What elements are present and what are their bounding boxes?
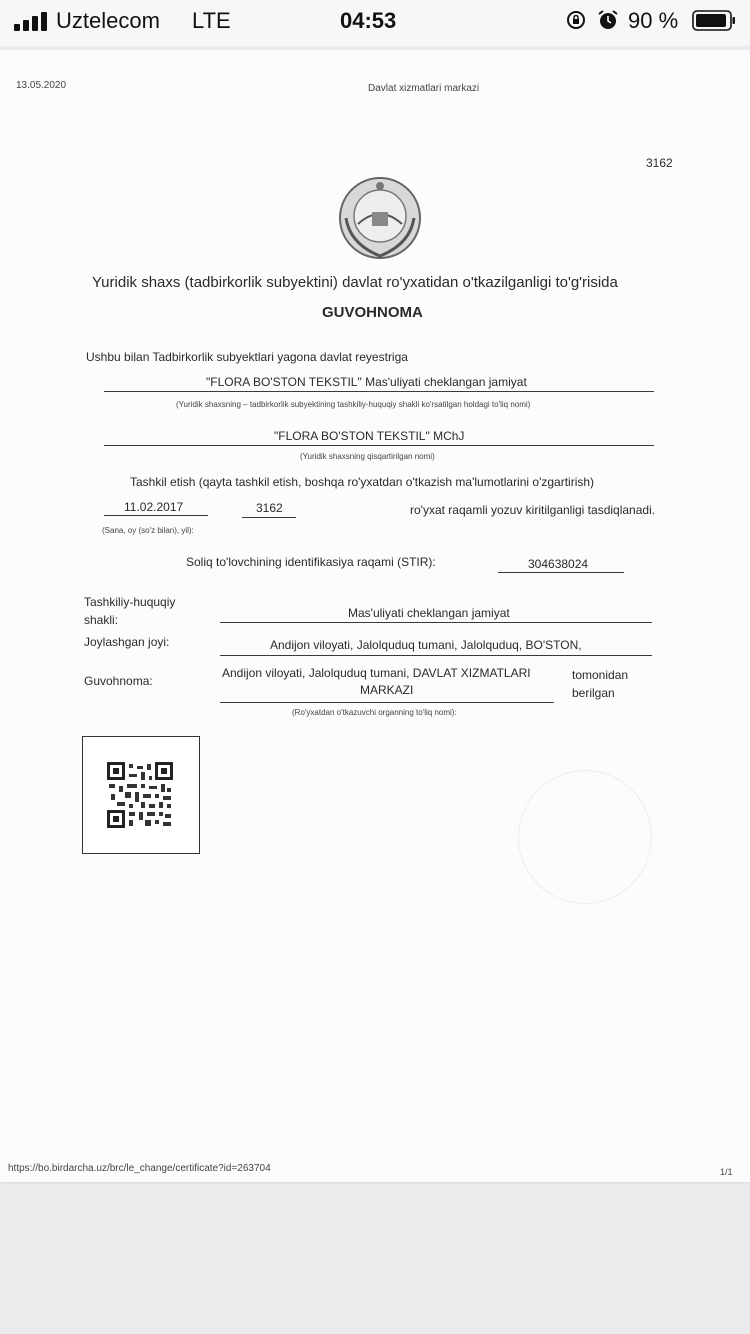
short-name: "FLORA BO'STON TEKSTIL" MChJ (274, 429, 465, 443)
short-name-caption: (Yuridik shaxsning qisqartirilgan nomi) (300, 452, 435, 461)
issuer-line-2: MARKAZI (360, 683, 414, 697)
header-center: Davlat xizmatlari markazi (368, 83, 480, 94)
issuer-line-1: Andijon viloyati, Jalolquduq tumani, DAVLAT XIZMATLARI (222, 666, 531, 680)
clock: 04:53 (340, 8, 397, 33)
footer-url[interactable]: https://bo.birdarcha.uz/brc/le_change/certificate?id=263704 (8, 1163, 271, 1174)
reg-date-underline (104, 515, 208, 516)
print-date: 13.05.2020 (16, 80, 67, 91)
location-label: Joylashgan joyi: (84, 635, 170, 649)
issuer-underline (220, 702, 554, 703)
status-bar (0, 0, 750, 46)
rotation-lock-icon (566, 10, 586, 30)
intro-text: Ushbu bilan Tadbirkorlik subyektlari yagona davlat reyestriga (86, 350, 408, 364)
doc-title-line: Yuridik shaxs (tadbirkorlik subyektini) davlat ro'yxatidan o'tkazilganligi to'g'risida (92, 274, 618, 291)
reg-number: 3162 (256, 501, 283, 515)
full-name: "FLORA BO'STON TEKSTIL" Mas'uliyati cheklangan jamiyat (206, 375, 527, 389)
battery-percent: 90 % (628, 8, 679, 33)
legal-form-underline (220, 622, 652, 623)
issued-by-2: berilgan (572, 686, 615, 700)
legal-form-value: Mas'uliyati cheklangan jamiyat (348, 606, 510, 620)
location-underline (220, 655, 652, 656)
qr-code-icon (107, 762, 173, 828)
stir-value: 304638024 (528, 557, 589, 571)
issued-by-1: tomonidan (572, 668, 629, 682)
legal-form-label-2: shakli: (84, 613, 119, 627)
reg-confirm: ro'yxat raqamli yozuv kiritilganligi tasdiqlanadi. (410, 503, 656, 517)
issuer-caption: (Ro'yxatdan o'tkazuvchi organning to'liq nomi): (292, 708, 457, 717)
carrier-name: Uztelecom (56, 8, 160, 33)
page-indicator: 1/1 (720, 1167, 733, 1177)
action-text: Tashkil etish (qayta tashkil etish, boshqa ro'yxatdan o'tkazish ma'lumotlarini o'zgartirish) (130, 475, 595, 489)
full-name-caption: (Yuridik shaxsning – tadbirkorlik subyektining tashkiliy-huquqiy shakli ko'rsatilgan holdagi to'liq nomi) (176, 400, 531, 409)
location-value: Andijon viloyati, Jalolquduq tumani, Jalolquduq, BO'STON, (270, 638, 582, 652)
faded-stamp (518, 770, 652, 904)
alarm-icon (597, 9, 619, 31)
stir-underline (498, 572, 624, 573)
legal-form-label-1: Tashkiliy-huquqiy (84, 595, 176, 609)
document-page[interactable] (0, 50, 750, 1182)
battery-icon (692, 10, 736, 31)
short-name-underline (104, 445, 654, 446)
qr-code-box (82, 736, 200, 854)
date-caption: (Sana, oy (so'z bilan), yil): (102, 526, 194, 535)
uzbekistan-emblem-icon (336, 174, 424, 262)
reg-number-underline (242, 517, 296, 518)
signal-bars-icon (14, 11, 48, 31)
doc-number: 3162 (646, 156, 673, 170)
full-name-underline (104, 391, 654, 392)
certificate-label: Guvohnoma: (84, 674, 153, 688)
network-type: LTE (192, 8, 231, 33)
stir-label: Soliq to'lovchining identifikasiya raqami (STIR): (186, 555, 436, 569)
doc-title: GUVOHNOMA (322, 304, 423, 321)
reg-date: 11.02.2017 (124, 500, 184, 514)
